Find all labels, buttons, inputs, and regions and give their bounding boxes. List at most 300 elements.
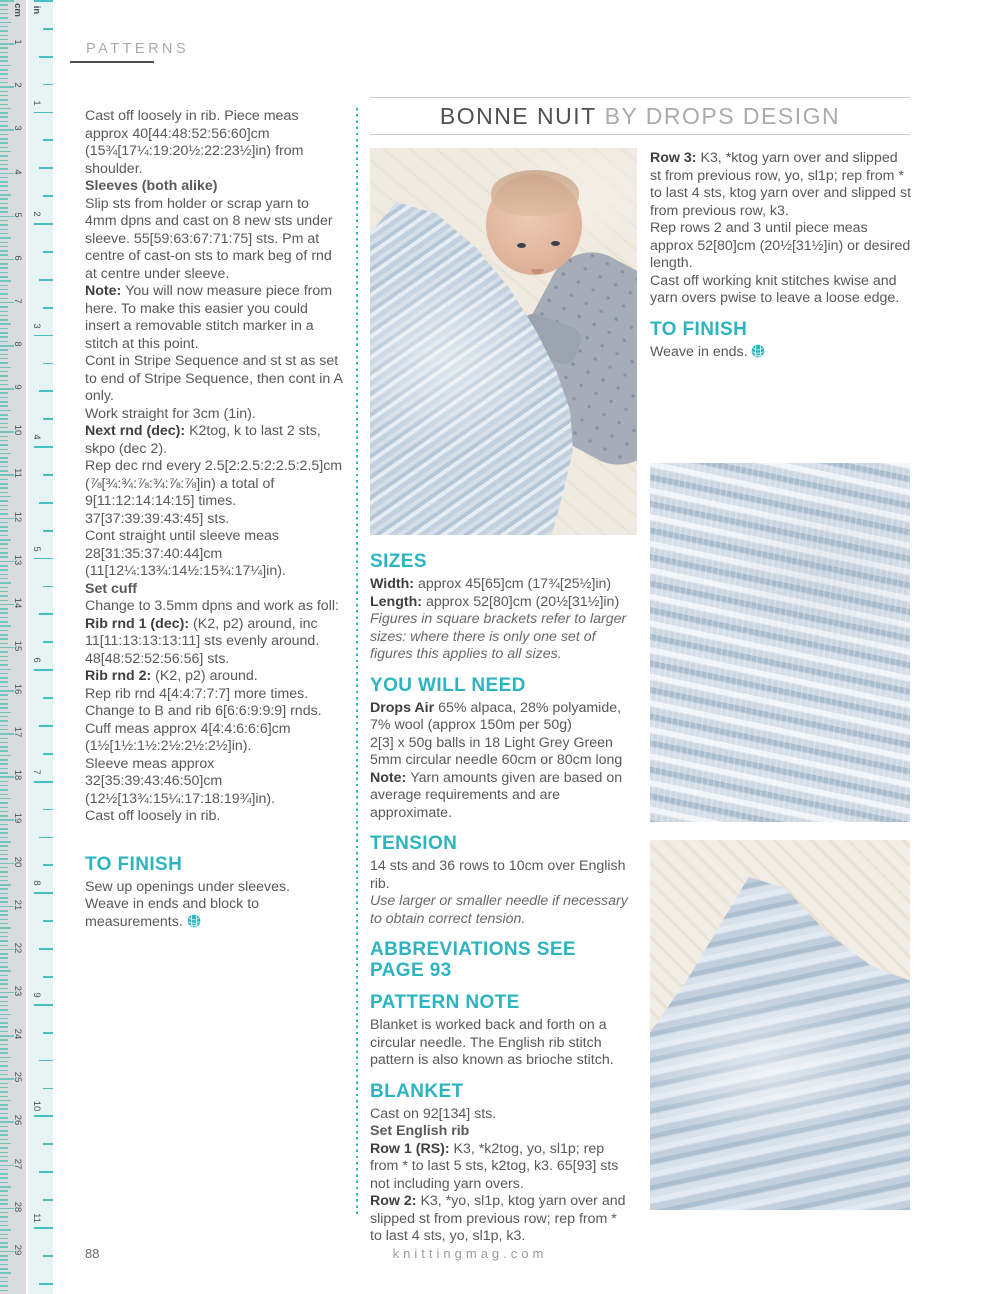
pattern-paragraph: 2[3] x 50g balls in 18 Light Grey Green [370,734,613,751]
ruler-tick [43,474,53,476]
ruler-tick [0,807,8,809]
ruler-tick [0,500,8,502]
ruler-tick [0,65,11,67]
ruler-number: 5 [12,211,23,218]
sub-heading: Sleeves (both alike) [85,178,218,194]
ruler-tick [0,198,8,200]
ruler-tick [43,1255,53,1257]
ruler-tick [0,1065,8,1067]
ruler-number: 7 [31,769,42,775]
section-heading: BLANKET [370,1080,464,1102]
ruler-tick [0,1169,8,1171]
ruler-tick [0,298,8,300]
ruler-tick [0,569,8,571]
ruler-tick [0,539,11,541]
ruler-tick [34,223,53,225]
ruler-tick [0,134,8,136]
ruler-tick [43,251,53,253]
ruler-tick [0,487,8,489]
ruler-tick [0,932,8,934]
ruler-tick [39,948,53,950]
ruler-tick [0,1143,11,1145]
right-column [650,150,912,361]
ruler-tick [0,22,11,24]
ruler-tick [0,392,8,394]
ruler-number: 20 [12,856,23,867]
ruler-tick [0,1238,8,1240]
ruler-tick [0,224,8,226]
pattern-paragraph: Rib rnd 1 (dec): (K2, p2) around, inc 11[11:13:13:13:11] sts evenly around. 48[48:52:52:56:56] sts. [85,615,320,667]
ruler-tick [0,323,11,325]
ruler-number: 2 [31,211,42,217]
ruler-tick [0,397,8,399]
ruler-tick [43,363,53,365]
ruler-tick [0,669,11,671]
ruler-tick [0,280,11,282]
ruler-tick [0,1290,8,1292]
ruler-tick [0,26,8,28]
ruler-tick [0,1173,8,1175]
ruler-tick [0,17,8,19]
ruler-tick [0,405,8,407]
ruler-tick [0,1061,8,1063]
ruler-tick [39,56,53,58]
ruler-tick [0,1091,8,1093]
ruler-tick [0,699,8,701]
ruler-tick [34,1115,53,1117]
baby-hair [491,170,579,216]
ruler-tick [0,121,8,123]
ruler-tick [43,530,53,532]
knit-closeup-photo-1 [650,463,910,822]
ruler-tick [34,446,53,448]
ruler-tick [0,470,8,472]
ruler-tick [0,548,8,550]
ruler-tick [43,28,53,30]
ruler-tick [0,384,8,386]
ruler-tick [0,850,8,852]
pattern-paragraph: Sleeve meas approx 32[35:39:43:46:50]cm (12½[13¾:15¼:17:18:19¾]in). [85,755,276,807]
pattern-paragraph: Blanket is worked back and forth on a circular needle. The English rib stitch pattern is also known as brioche stitch. [370,1017,614,1068]
ruler-tick [39,279,53,281]
ruler-tick [0,1229,11,1231]
ruler-tick [0,1083,8,1085]
ruler-tick [0,267,8,269]
ruler-tick [0,319,8,321]
pattern-paragraph: Use larger or smaller needle if necessary to obtain correct tension. [370,893,628,927]
section-heading: PATTERN NOTE [370,992,520,1013]
pattern-paragraph: Row 2: K3, *yo, sl1p, ktog yarn over and slipped st from previous row; rep from * to last 4 sts, yo, sl1p, k3. [370,1193,626,1244]
knit-closeup-photo-2 [650,840,910,1210]
pattern-paragraph: Cast off loosely in rib. [85,808,221,824]
ruler-tick [0,1234,8,1236]
ruler-tick [43,697,53,699]
section-heading: TO FINISH [85,853,183,875]
ruler-tick [43,753,53,755]
ruler-tick [0,496,11,498]
title-main: BONNE NUIT [439,102,597,129]
pattern-paragraph: Rep rib rnd 4[4:4:7:7:7] more times. [85,685,309,702]
ruler-tick [0,60,8,62]
ruler-tick [0,1113,8,1115]
ruler-number: 29 [12,1244,23,1256]
pattern-paragraph: Figures in square brackets refer to larger sizes: where there is only one set of figures this applies to all sizes. [370,611,627,662]
ruler-tick [0,1190,8,1192]
ruler-tick [0,509,8,511]
section-heading: TO FINISH [650,318,748,340]
ruler-tick [0,233,8,235]
ruler-number: 9 [12,384,23,390]
ruler-tick [0,1134,8,1136]
ruler-tick [0,1108,8,1110]
pattern-paragraph: Width: approx 45[65]cm (17¾[25½]in) [370,576,612,592]
ruler-tick [0,630,8,632]
ruler-tick [0,1130,8,1132]
ruler-tick [0,1031,8,1033]
ruler-tick [0,750,8,752]
ruler-tick [0,927,11,929]
ruler-tick [0,229,8,231]
ruler-tick [0,1221,8,1223]
ruler-tick [0,1203,8,1205]
ruler-tick [0,242,8,244]
ruler-tick [0,1026,8,1028]
ruler-tick [39,837,53,839]
ruler-tick [0,1104,8,1106]
baby-eye-right [551,241,560,246]
ruler-tick [0,401,8,403]
ruler-tick [0,13,8,15]
ruler-tick [0,660,8,662]
ruler-tick [0,1255,8,1257]
pattern-paragraph: Weave in ends. [650,344,912,362]
ruler-tick [0,39,8,41]
ruler-tick [0,643,8,645]
ruler-tick [0,837,8,839]
ruler-number: 1 [12,39,23,45]
ruler-tick [0,1281,8,1283]
pattern-paragraph: Weave in ends and block to measurements. [85,896,260,930]
ruler-tick [0,716,8,718]
ruler-tick [0,108,11,110]
ruler-tick [39,390,53,392]
ruler-number: 4 [12,168,23,175]
ruler-number: 19 [12,813,23,824]
ruler-tick [0,794,8,796]
ruler-tick [39,167,53,169]
ruler-tick [0,341,8,343]
ruler-tick [0,160,8,162]
ruler-tick [0,328,8,330]
ruler-tick [0,423,8,425]
ruler-tick [0,845,8,847]
ruler-tick [0,479,8,481]
ruler-tick [0,552,8,554]
ruler-tick [0,367,11,369]
ruler-tick [43,139,53,141]
ruler-tick [0,914,8,916]
ruler-tick [34,335,53,337]
ruler-tick [0,164,8,166]
pattern-paragraph: Change to B and rib 6[6:6:9:9:9] rnds. [85,703,322,719]
ruler-tick [0,707,8,709]
ruler-tick [0,729,8,731]
ruler-number: 10 [31,1101,42,1112]
ruler-tick [0,168,8,170]
pattern-paragraph: Slip sts from holder or scrap yarn to 4mm dpns and cast on 8 new sts under sleeve. 55[59:63:67:71:75] sts. Pm at centre of cast-on sts to mark beg of rnd at centre under sleeve. [85,195,333,282]
spacer [85,826,343,843]
ruler-tick [0,453,11,455]
ruler-tick [0,449,8,451]
ruler-tick [0,414,8,416]
ruler-tick [39,725,53,727]
ruler-tick [0,142,8,144]
ruler-number: 6 [31,657,42,663]
ruler-tick [0,673,8,675]
ruler-tick [0,1259,8,1261]
ruler-tick [39,1171,53,1173]
ruler-tick [0,1009,8,1011]
ruler-tick [0,285,8,287]
ruler-tick [0,237,11,239]
baby-photo [370,148,637,535]
ruler-tick [0,276,8,278]
ruler-tick [0,712,11,714]
ruler-tick [34,1004,53,1006]
ruler-tick [0,1268,8,1270]
ruler-tick [0,651,8,653]
ruler-tick [0,811,8,813]
ruler-tick [0,1195,8,1197]
ruler-tick [0,35,8,37]
ruler-tick [0,354,8,356]
ruler-number: 12 [12,511,23,522]
ruler-number: 8 [12,341,23,347]
ruler-tick [0,798,11,800]
ruler-number: 7 [12,298,23,304]
ruler-tick [43,84,53,86]
ruler-tick [0,112,8,114]
ruler-tick [0,1285,8,1287]
ruler-tick [0,1048,8,1050]
ruler-tick [0,975,8,977]
ruler-tick [0,876,8,878]
ruler-tick [0,315,8,317]
ruler-tick [0,1272,11,1274]
ruler-tick [0,996,8,998]
ruler-tick [0,362,8,364]
ruler-tick [0,815,8,817]
ruler-number: 28 [12,1201,23,1212]
ruler-number: 4 [31,434,42,440]
section-heading: TENSION [370,833,458,854]
ruler-tick [0,47,8,49]
ruler-tick [0,1087,8,1089]
ruler-tick [0,116,8,118]
ruler-tick [0,617,8,619]
ruler-number: 6 [12,255,23,261]
ruler-tick [0,522,8,524]
pattern-paragraph: Sew up openings under sleeves. [85,878,291,895]
pattern-paragraph: Next rnd (dec): K2tog, k to last 2 sts, skpo (dec 2). [85,423,321,457]
ruler-tick [0,1246,8,1248]
middle-column [370,540,632,1246]
ruler-tick [0,802,8,804]
ruler-tick [0,138,8,140]
ruler-number: 2 [12,82,23,88]
pattern-paragraph: Rib rnd 2: (K2, p2) around. [85,668,258,684]
ruler-tick [0,1044,8,1046]
ruler-tick [0,4,8,6]
ruler-tick [0,1225,8,1227]
website-url: knittingmag.com [392,1246,548,1261]
ruler-tick [0,263,8,265]
ruler-tick [0,203,8,205]
title-byline: BY DROPS DESIGN [596,102,841,129]
ruler-tick [0,656,8,658]
ruler-tick [0,1139,8,1141]
ruler-number: 10 [12,425,23,436]
ruler-tick [0,440,8,442]
ruler-tick [0,578,8,580]
ruler-tick [0,526,8,528]
ruler-tick [0,608,8,610]
ruler-tick [0,311,8,313]
ruler-tick [0,306,8,308]
ruler-tick [0,591,8,593]
ruler-tick [0,1152,8,1154]
section-heading: ABBREVIATIONS SEE PAGE 93 [370,939,576,981]
ruler-tick [0,457,8,459]
ruler-tick [0,1186,11,1188]
ruler-number: 8 [31,880,42,886]
ruler-tick [0,781,8,783]
ruler-inch-strip [28,0,53,1294]
ruler-tick [0,272,8,274]
ruler-tick [43,1032,53,1034]
ruler-tick [0,681,8,683]
ruler-tick [43,1143,53,1145]
ruler-tick [0,418,8,420]
ruler-tick [0,595,8,597]
ruler-tick [0,95,8,97]
ruler-tick [43,1088,53,1090]
ruler-tick [0,897,8,899]
section-label-underline [70,61,154,63]
ruler-number: 3 [12,125,23,132]
ruler-tick [0,1039,8,1041]
ruler-tick [0,854,8,856]
ruler-tick [43,976,53,978]
ruler-tick [0,888,8,890]
ruler-tick [0,945,8,947]
ruler-tick [0,880,8,882]
ruler-tick [0,1014,11,1016]
ruler-tick [0,293,8,295]
ruler-tick [39,1060,53,1062]
pattern-paragraph: Cast on 92[134] sts. [370,1105,497,1122]
ruler-tick [0,789,8,791]
ruler-number: 24 [12,1028,23,1040]
ruler-tick [0,910,8,912]
ruler-tick [0,78,8,80]
ruler-number: 15 [12,640,23,652]
pattern-paragraph: Cuff meas approx 4[4:4:6:6:6]cm (1½[1½:1½:2½:2½:2½]in). [85,720,291,754]
ruler-number: 22 [12,942,23,954]
section-label: PATTERNS [86,41,190,57]
ruler-tick [0,742,8,744]
section-heading: SIZES [370,551,427,572]
ruler-tick [0,1070,8,1072]
ruler-number: 26 [12,1115,23,1126]
pattern-paragraph: Note: Yarn amounts given are based on average requirements and are approximate. [370,769,623,821]
ruler-tick [0,966,8,968]
ruler-tick [0,194,11,196]
ruler-number: 27 [12,1158,23,1169]
ruler-number: 25 [12,1071,23,1083]
pattern-paragraph: Cont in Stripe Sequence and st st as set to end of Stripe Sequence, then cont in A only. [85,353,343,404]
ruler-unit-label: cm [12,3,23,17]
ruler-tick [0,220,8,222]
ruler-tick [0,901,8,903]
ruler-tick [0,1182,8,1184]
ruler-tick [0,1160,8,1162]
ruler-tick [0,1177,8,1179]
ruler-tick [0,147,8,149]
ruler-tick [0,1126,8,1128]
ruler-tick [0,919,8,921]
ruler-tick [0,1264,8,1266]
ruler-tick [0,530,8,532]
ruler-number: 11 [31,1213,42,1223]
ruler-tick [0,9,8,11]
ruler-tick [0,634,8,636]
dotted-separator [356,108,358,1214]
ruler-tick [0,1199,8,1201]
ruler-tick [0,832,8,834]
ruler-tick [0,466,8,468]
ruler-tick [0,1156,8,1158]
ruler-tick [0,190,8,192]
ruler-tick [0,1117,8,1119]
ruler-tick [34,781,53,783]
ruler-tick [43,864,53,866]
ruler-tick [0,587,8,589]
ruler-tick [0,858,8,860]
ruler-tick [0,871,8,873]
pattern-paragraph: Work straight for 3cm (1in). [85,405,256,422]
ruler-number: 1 [31,99,42,106]
ruler-tick [0,410,11,412]
ruler-tick [0,492,8,494]
ruler-tick [0,461,8,463]
pattern-paragraph: Rep dec rnd every 2.5[2:2.5:2:2.5:2.5]cm (⅞[¾:¾:⅞:¾:⅞:⅞]in) a total of 9[11:12:14:14:15] times. 37[37:39:39:43:45] sts. [85,458,343,527]
ruler-tick [39,502,53,504]
ruler-tick [0,185,8,187]
ruler-tick [0,957,8,959]
ruler-tick [0,1018,8,1020]
ruler-tick [0,181,8,183]
ruler-tick [0,52,8,54]
ruler-number: 9 [31,992,42,998]
ruler-tick [0,1057,11,1059]
ruler-tick [0,565,8,567]
ruler-tick [0,694,8,696]
ruler-tick [0,1074,8,1076]
pattern-paragraph: Rep rows 2 and 3 until piece meas approx 52[80]cm (20½[31½]in) or desired length. [650,220,911,271]
ruler-tick [0,104,8,106]
ruler-tick [0,988,8,990]
